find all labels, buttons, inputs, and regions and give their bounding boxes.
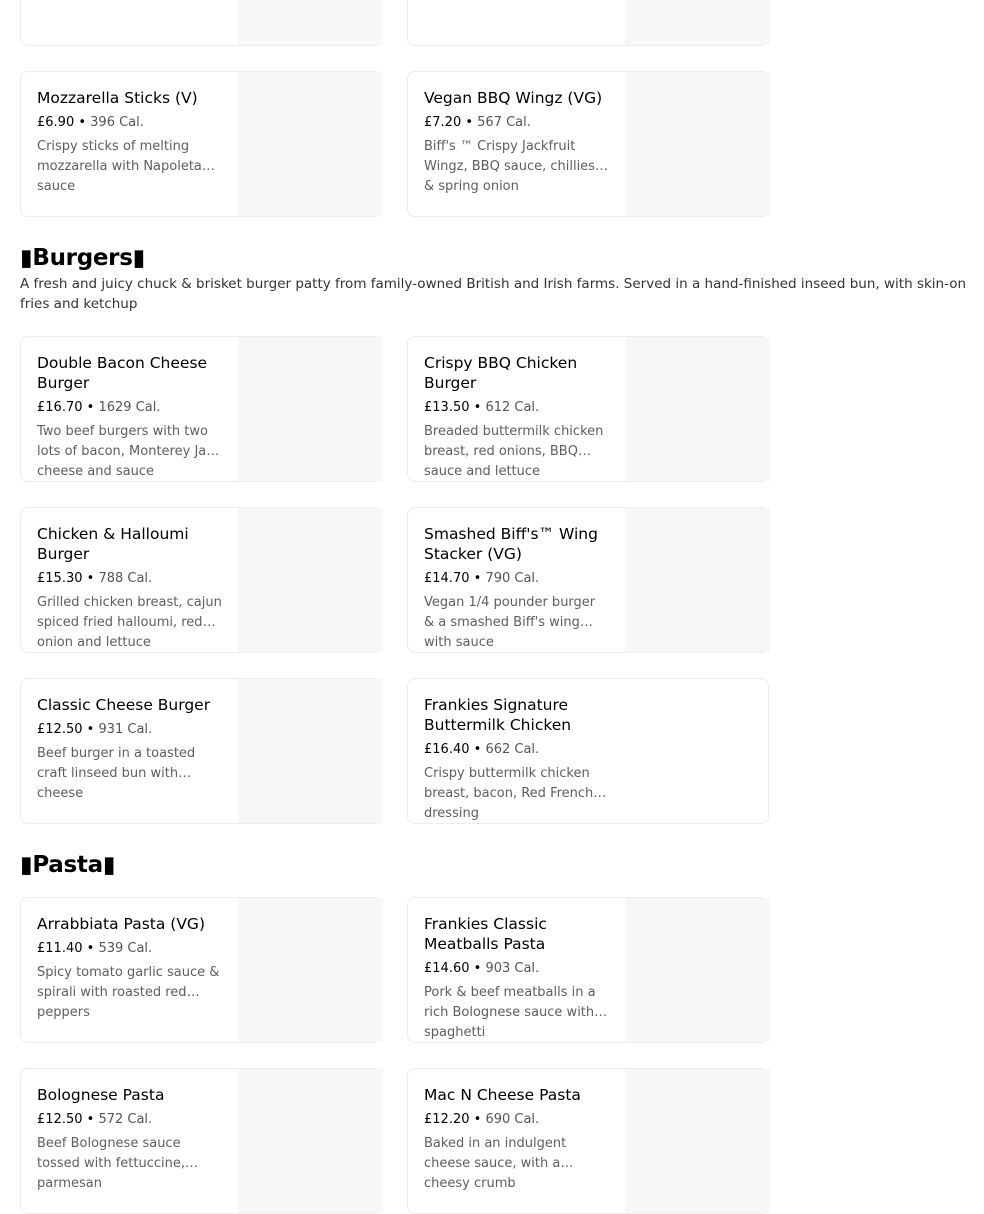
separator: • bbox=[82, 400, 99, 415]
separator: • bbox=[469, 961, 486, 976]
item-description: Beef burger in a toasted craft linseed bun with cheese bbox=[37, 746, 196, 801]
menu-item-card-mac-n-cheese-pasta[interactable] bbox=[407, 1068, 769, 1214]
item-description: Baked in an indulgent cheese sauce, with a cheesy crumb bbox=[424, 1136, 567, 1191]
item-name: Vegan BBQ Wingz (VG) bbox=[424, 89, 603, 107]
item-price: £14.60 bbox=[424, 961, 470, 976]
item-description: Spicy tomato garlic sauce & spirali with roasted red peppers bbox=[37, 965, 220, 1020]
item-description: Vegan 1/4 pounder burger & a smashed Biff's wing with sauce bbox=[424, 595, 596, 650]
item-image-placeholder bbox=[625, 1069, 770, 1213]
item-image-placeholder bbox=[238, 1069, 383, 1213]
item-name: Bolognese Pasta bbox=[37, 1086, 165, 1104]
item-image-placeholder bbox=[238, 337, 383, 481]
item-name: Crispy BBQ Chicken Burger bbox=[424, 354, 578, 392]
item-price: £16.40 bbox=[424, 742, 470, 757]
item-image-placeholder bbox=[625, 0, 770, 45]
menu-item-card-smashed-biffs-wing-stacker[interactable] bbox=[407, 507, 769, 653]
separator: • bbox=[469, 571, 486, 586]
menu-item-card[interactable] bbox=[407, 0, 769, 46]
item-price: £13.50 bbox=[424, 400, 470, 415]
item-description: Breaded buttermilk chicken breast, red onions, BBQ sauce and lettuce bbox=[424, 424, 604, 479]
item-name: Double Bacon Cheese Burger bbox=[37, 354, 208, 392]
item-calories: 788 Cal. bbox=[98, 571, 153, 586]
separator: • bbox=[82, 722, 99, 737]
item-calories: 790 Cal. bbox=[485, 571, 540, 586]
item-price: £12.50 bbox=[37, 722, 83, 737]
item-name: Mac N Cheese Pasta bbox=[424, 1086, 581, 1104]
separator: • bbox=[461, 115, 478, 130]
item-calories: 931 Cal. bbox=[98, 722, 153, 737]
item-name: Arrabbiata Pasta (VG) bbox=[37, 915, 205, 933]
menu-item-card-frankies-signature-buttermilk-chicken[interactable] bbox=[407, 678, 769, 824]
menu-item-card-double-bacon-cheese-burger[interactable] bbox=[20, 336, 382, 482]
item-calories: 567 Cal. bbox=[477, 115, 531, 130]
section-description-burgers: A fresh and juicy chuck & brisket burger patty from family-owned British and Irish farms. Served in a hand-finished inseed bun, with skin-on fries and ketchup bbox=[20, 276, 967, 312]
item-calories: 903 Cal. bbox=[485, 961, 540, 976]
separator: • bbox=[469, 742, 486, 757]
item-name: Classic Cheese Burger bbox=[37, 696, 211, 714]
item-image-placeholder bbox=[238, 508, 383, 652]
item-description: Crispy buttermilk chicken breast, bacon, Red French dressing bbox=[424, 766, 594, 821]
item-name: Frankies Signature Buttermilk Chicken bbox=[424, 696, 572, 734]
item-price: £12.50 bbox=[37, 1112, 83, 1127]
menu-item-card-frankies-classic-meatballs-pasta[interactable] bbox=[407, 897, 769, 1043]
menu-item-card-mozzarella-sticks[interactable] bbox=[20, 71, 382, 217]
item-calories: 690 Cal. bbox=[485, 1112, 540, 1127]
item-description: Grilled chicken breast, cajun spiced fried halloumi, red onion and lettuce bbox=[37, 595, 222, 650]
item-price: £16.70 bbox=[37, 400, 83, 415]
item-name: Smashed Biff's™ Wing Stacker (VG) bbox=[424, 525, 598, 563]
item-calories: 539 Cal. bbox=[98, 941, 153, 956]
item-image-placeholder bbox=[625, 898, 770, 1042]
item-image-placeholder bbox=[238, 72, 383, 216]
item-price: £7.20 bbox=[424, 115, 462, 130]
section-title-burgers: ▮Burgers▮ bbox=[20, 245, 145, 271]
item-calories: 662 Cal. bbox=[485, 742, 540, 757]
separator: • bbox=[469, 400, 486, 415]
menu-item-card-vegan-bbq-wingz[interactable] bbox=[407, 71, 769, 217]
item-calories: 1629 Cal. bbox=[98, 400, 161, 415]
item-name: Chicken & Halloumi Burger bbox=[37, 525, 189, 563]
item-image-placeholder bbox=[238, 898, 383, 1042]
item-description: Pork & beef meatballs in a rich Bolognese sauce with spaghetti bbox=[424, 985, 596, 1040]
item-description: Biff's ™ Crispy Jackfruit Wingz, BBQ sauce, chillies & spring onion bbox=[424, 139, 595, 194]
section-title-pasta: ▮Pasta▮ bbox=[20, 852, 116, 878]
separator: • bbox=[74, 115, 91, 130]
item-calories: 572 Cal. bbox=[98, 1112, 153, 1127]
item-price: £12.20 bbox=[424, 1112, 470, 1127]
menu-item-card-chicken-halloumi-burger[interactable] bbox=[20, 507, 382, 653]
separator: • bbox=[82, 941, 99, 956]
item-image-placeholder bbox=[625, 72, 770, 216]
item-price: £15.30 bbox=[37, 571, 83, 586]
item-image-placeholder bbox=[238, 0, 383, 45]
menu-item-card[interactable] bbox=[20, 0, 382, 46]
item-image-placeholder bbox=[625, 508, 770, 652]
item-name: Frankies Classic Meatballs Pasta bbox=[424, 915, 547, 953]
item-price: £14.70 bbox=[424, 571, 470, 586]
menu-item-card-classic-cheese-burger[interactable] bbox=[20, 678, 382, 824]
item-price: £6.90 bbox=[37, 115, 75, 130]
item-name: Mozzarella Sticks (V) bbox=[37, 89, 198, 107]
item-description: Two beef burgers with two lots of bacon, Monterey Jack cheese and sauce bbox=[37, 424, 221, 479]
separator: • bbox=[469, 1112, 486, 1127]
item-description: Crispy sticks of melting mozzarella with Napoletana sauce bbox=[37, 139, 219, 194]
separator: • bbox=[82, 1112, 99, 1127]
separator: • bbox=[82, 571, 99, 586]
menu-item-card-bolognese-pasta[interactable] bbox=[20, 1068, 382, 1214]
menu-item-card-crispy-bbq-chicken-burger[interactable] bbox=[407, 336, 769, 482]
item-calories: 396 Cal. bbox=[90, 115, 144, 130]
item-description: Beef Bolognese sauce tossed with fettuccine, parmesan bbox=[37, 1136, 185, 1191]
item-image-placeholder bbox=[238, 679, 383, 823]
menu-item-card-arrabbiata-pasta[interactable] bbox=[20, 897, 382, 1043]
item-image-placeholder bbox=[625, 337, 770, 481]
item-calories: 612 Cal. bbox=[485, 400, 540, 415]
item-price: £11.40 bbox=[37, 941, 83, 956]
